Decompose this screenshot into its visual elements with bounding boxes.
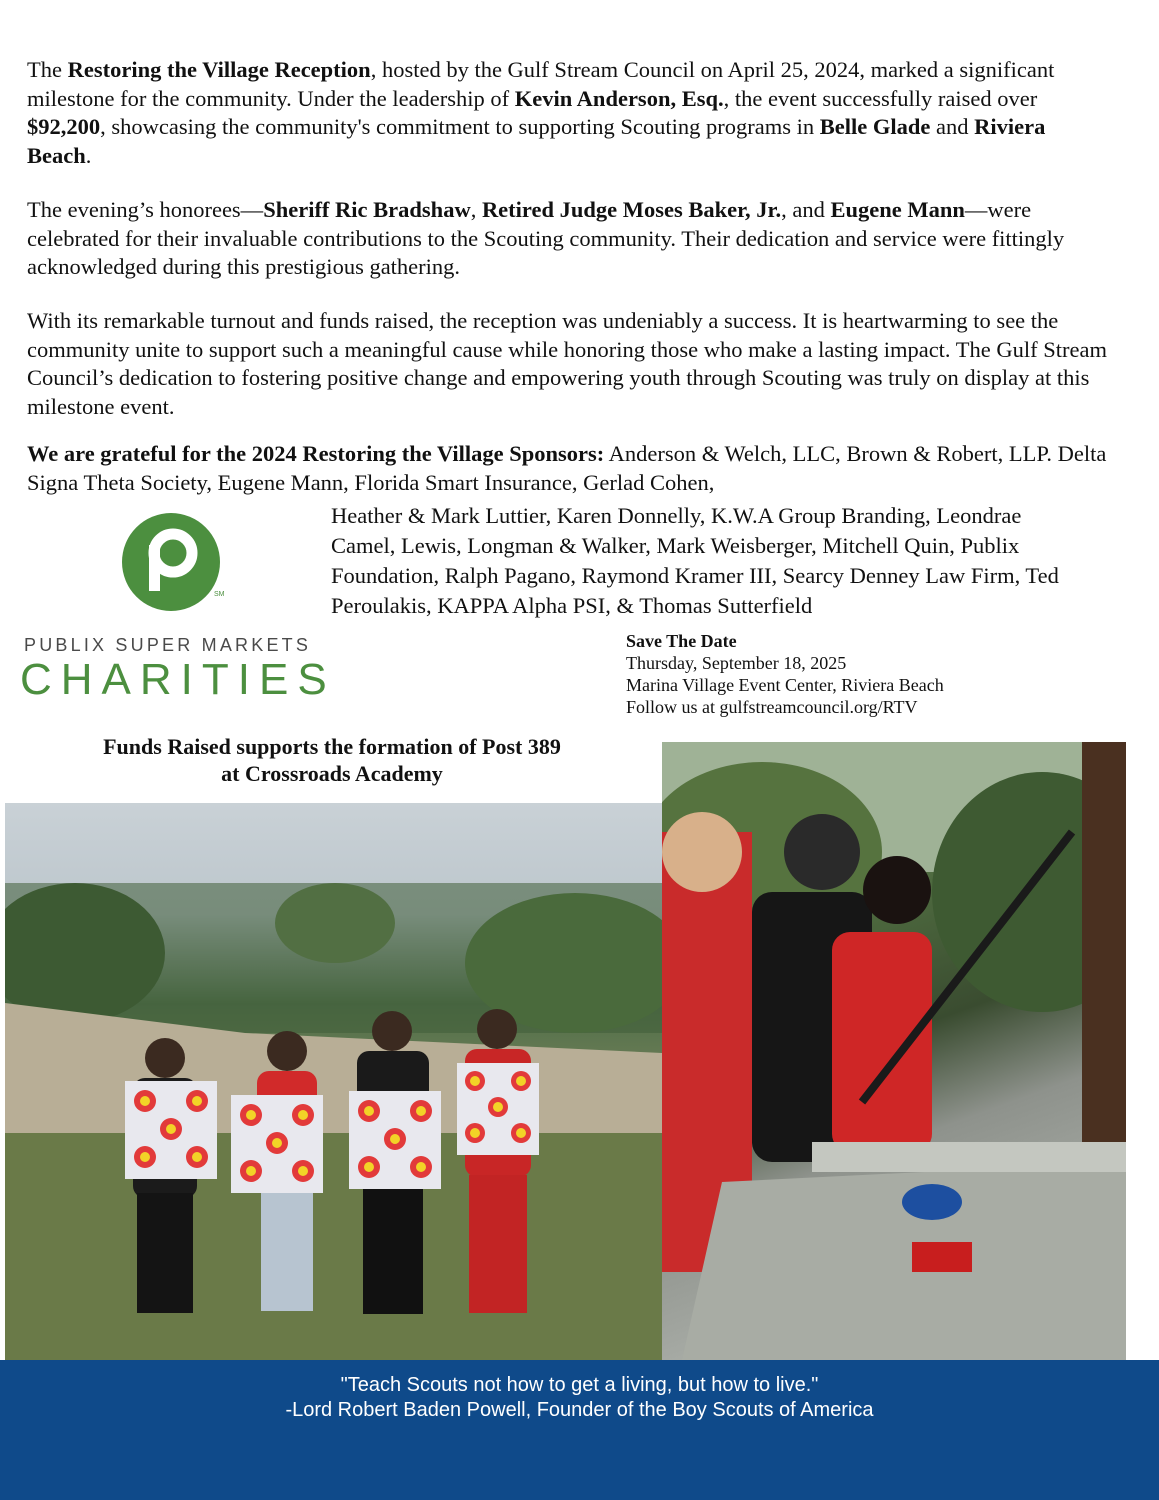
- photo-caption: [32, 733, 632, 787]
- text-run: The evening’s honorees—: [27, 197, 264, 222]
- save-the-date-follow: Follow us at gulfstreamcouncil.org/RTV: [626, 697, 918, 717]
- location-belle-glade: Belle Glade: [819, 114, 931, 139]
- text-run: ,: [470, 197, 482, 222]
- amount-raised: $92,200: [27, 114, 101, 139]
- text-run: —were celebrated for their invaluable contributions to the Scouting community. Their dedication and service were fittingly acknowledged during this prestigious gathering.: [27, 197, 1065, 279]
- caption-line-2: at Crossroads Academy: [221, 761, 443, 786]
- photo-scouts-at-range: [662, 742, 1126, 1360]
- text-run: .: [85, 142, 92, 168]
- text-run: , showcasing the community's commitment to supporting Scouting programs in: [100, 114, 820, 139]
- location-riviera-beach: Riviera Beach: [27, 114, 1046, 168]
- honoree-1: Sheriff Ric Bradshaw: [263, 197, 471, 222]
- publix-p-icon: [122, 513, 220, 611]
- save-the-date-date: Thursday, September 18, 2025: [626, 653, 847, 673]
- honoree-2: Retired Judge Moses Baker, Jr.: [481, 197, 782, 222]
- text-run: , the event successfully raised over: [723, 85, 1038, 111]
- quote-block: [0, 1373, 1159, 1423]
- quote-attribution: -Lord Robert Baden Powell, Founder of the Boy Scouts of America: [285, 1399, 874, 1421]
- logo-text-publix-super-markets: PUBLIX SUPER MARKETS: [24, 635, 312, 655]
- service-mark: SM: [214, 591, 225, 598]
- text-run: , and: [781, 197, 831, 222]
- save-the-date-venue: Marina Village Event Center, Riviera Beach: [626, 675, 944, 695]
- photo-scouts-with-targets: [5, 803, 662, 1360]
- intro-paragraph-1: [27, 56, 1107, 170]
- save-the-date-heading: Save The Date: [626, 631, 737, 651]
- sponsors-paragraph: [27, 440, 1117, 497]
- sponsors-list-part-1: Anderson & Welch, LLC, Brown & Robert, LLP. Delta Signa Theta Society, Eugene Mann, Florida Smart Insurance, Gerlad Cohen,: [27, 441, 1107, 495]
- logo-text-charities: CHARITIES: [20, 655, 336, 704]
- sponsors-list-part-2: Heather & Mark Luttier, Karen Donnelly, K.W.A Group Branding, Leondrae Camel, Lewis, Longman & Walker, Mark Weisberger, Mitchell Quin, Publix Foundation, Ralph Pagano, Raymond Kramer III, Searcy Denney Law Firm, Ted Peroulakis, KAPPA Alpha PSI, & Thomas Sutterfield: [331, 503, 1059, 618]
- text-run: The: [27, 57, 68, 82]
- intro-paragraph-2: [27, 196, 1107, 282]
- caption-line-1: Funds Raised supports the formation of Post 389: [103, 734, 561, 759]
- save-the-date: [626, 630, 944, 718]
- honoree-3: Eugene Mann: [830, 197, 965, 222]
- event-name: Restoring the Village Reception: [67, 57, 371, 82]
- quote-text: "Teach Scouts not how to get a living, but how to live.": [340, 1374, 819, 1396]
- sponsors-heading: We are grateful for the 2024 Restoring the Village Sponsors:: [27, 441, 605, 466]
- intro-paragraph-3: With its remarkable turnout and funds raised, the reception was undeniably a success. It is heartwarming to see the community unite to support such a meaningful cause while honoring those who make a lasting impact. The Gulf Stream Council’s dedication to fostering positive change and empowering youth through Scouting was truly on display at this milestone event.: [27, 308, 1107, 419]
- publix-charities-logo: [18, 505, 336, 705]
- text-run: and: [930, 114, 975, 139]
- text-run: , hosted by the Gulf Stream Council on April 25, 2024, marked a significant milestone for the community. Under the leadership of: [27, 57, 1055, 111]
- leader-name: Kevin Anderson, Esq.: [514, 85, 724, 111]
